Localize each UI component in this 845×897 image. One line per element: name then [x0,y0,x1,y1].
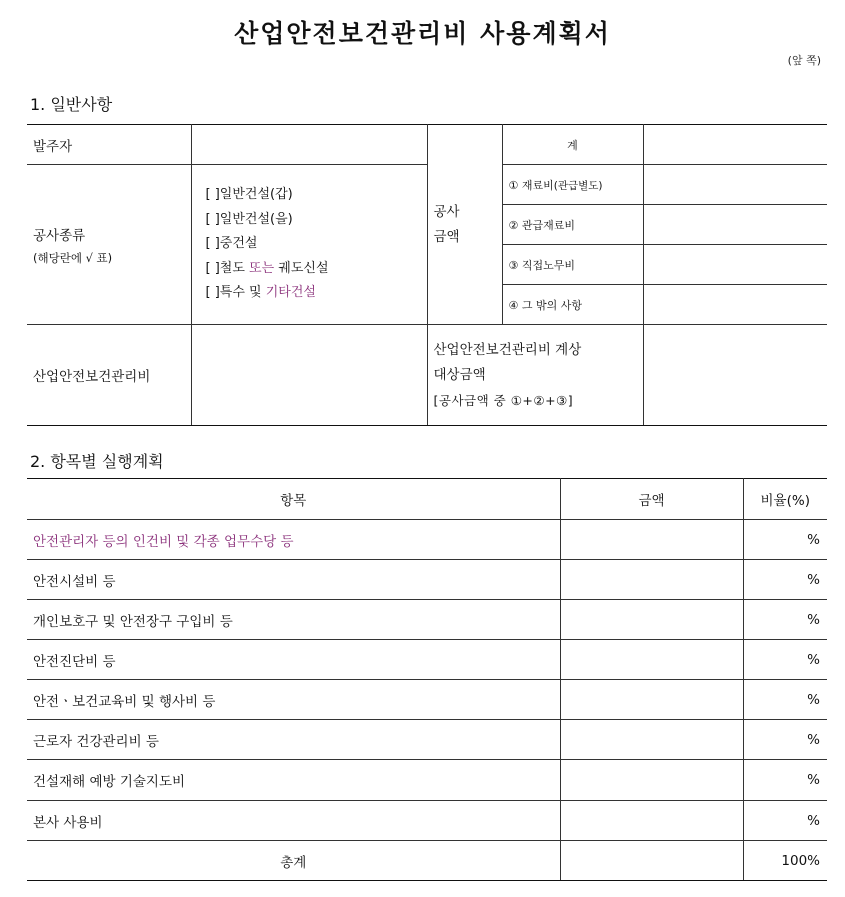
table-row [27,801,827,841]
table-row [27,640,827,680]
direct-labor-input[interactable] [643,245,827,285]
table-row-total [27,841,827,881]
total-ratio: 100% [743,841,827,881]
direct-labor-label: ③ 직접노무비 [502,245,643,285]
ratio-cell[interactable]: % [743,640,827,680]
option-general-b[interactable]: [ ]일반건설(을) [205,211,293,227]
ratio-cell[interactable]: % [743,801,827,841]
option-general-a[interactable]: [ ]일반건설(갑) [205,187,293,203]
option-railway[interactable]: [ ]철도 또는 궤도신설 [205,260,329,276]
contract-amount-label: 공사 금액 [427,125,502,325]
amount-input[interactable] [560,520,743,560]
amount-input[interactable] [560,801,743,841]
total-item-label: 총계 [27,841,560,881]
construction-type-label: 공사종류 (해당란에 √ 표) [27,165,191,325]
item-label: 안전ㆍ보건교육비 및 행사비 등 [27,680,560,720]
item-label: 본사 사용비 [27,801,560,841]
amount-input[interactable] [560,720,743,760]
table-row [27,600,827,640]
item-label: 건설재해 예방 기술지도비 [27,760,560,801]
ratio-cell[interactable]: % [743,680,827,720]
section2-heading: 2. 항목별 실행계획 [30,452,164,471]
total-label: 계 [502,125,643,165]
supplied-material-label: ② 관급재료비 [502,205,643,245]
ratio-cell[interactable]: % [743,600,827,640]
construction-type-hint: (해당란에 √ 표) [33,250,113,265]
table-row [27,720,827,760]
material-cost-label: ① 재료비(관급별도) [502,165,643,205]
total-input[interactable] [643,125,827,165]
amount-input[interactable] [560,680,743,720]
table-row [27,520,827,560]
execution-plan-table [27,478,827,881]
material-cost-input[interactable] [643,165,827,205]
column-header-ratio: 비율(%) [743,479,827,520]
general-info-table [27,124,827,426]
item-label: 안전진단비 등 [27,640,560,680]
ratio-cell[interactable]: % [743,560,827,600]
item-label: 안전시설비 등 [27,560,560,600]
amount-input[interactable] [560,600,743,640]
other-cost-input[interactable] [643,285,827,325]
ratio-cell[interactable]: % [743,520,827,560]
item-label: 근로자 건강관리비 등 [27,720,560,760]
amount-input[interactable] [560,560,743,600]
amount-input[interactable] [560,760,743,801]
calc-base-label: 산업안전보건관리비 계상 대상금액 [공사금액 중 ①+②+③] [427,325,643,426]
item-label: 개인보호구 및 안전장구 구입비 등 [27,600,560,640]
option-special[interactable]: [ ]특수 및 기타건설 [205,285,316,301]
total-amount-input[interactable] [560,841,743,881]
table-row [27,560,827,600]
ratio-cell[interactable]: % [743,720,827,760]
ratio-cell[interactable]: % [743,760,827,801]
safety-cost-input[interactable] [191,325,427,426]
column-header-amount: 금액 [560,479,743,520]
construction-type-checklist [191,165,427,325]
option-heavy[interactable]: [ ]중건설 [205,236,258,252]
amount-input[interactable] [560,640,743,680]
client-input[interactable] [191,125,427,165]
supplied-material-input[interactable] [643,205,827,245]
column-header-item: 항목 [27,479,560,520]
page-side-note: (앞 쪽) [787,54,821,67]
section1-heading: 1. 일반사항 [30,95,113,114]
client-label: 발주자 [27,125,191,165]
item-label: 안전관리자 등의 인건비 및 각종 업무수당 등 [27,520,560,560]
table-row [27,680,827,720]
safety-cost-label: 산업안전보건관리비 [27,325,191,426]
other-cost-label: ④ 그 밖의 사항 [502,285,643,325]
calc-base-input[interactable] [643,325,827,426]
page-title: 산업안전보건관리비 사용계획서 [234,19,611,48]
table-row [27,760,827,801]
